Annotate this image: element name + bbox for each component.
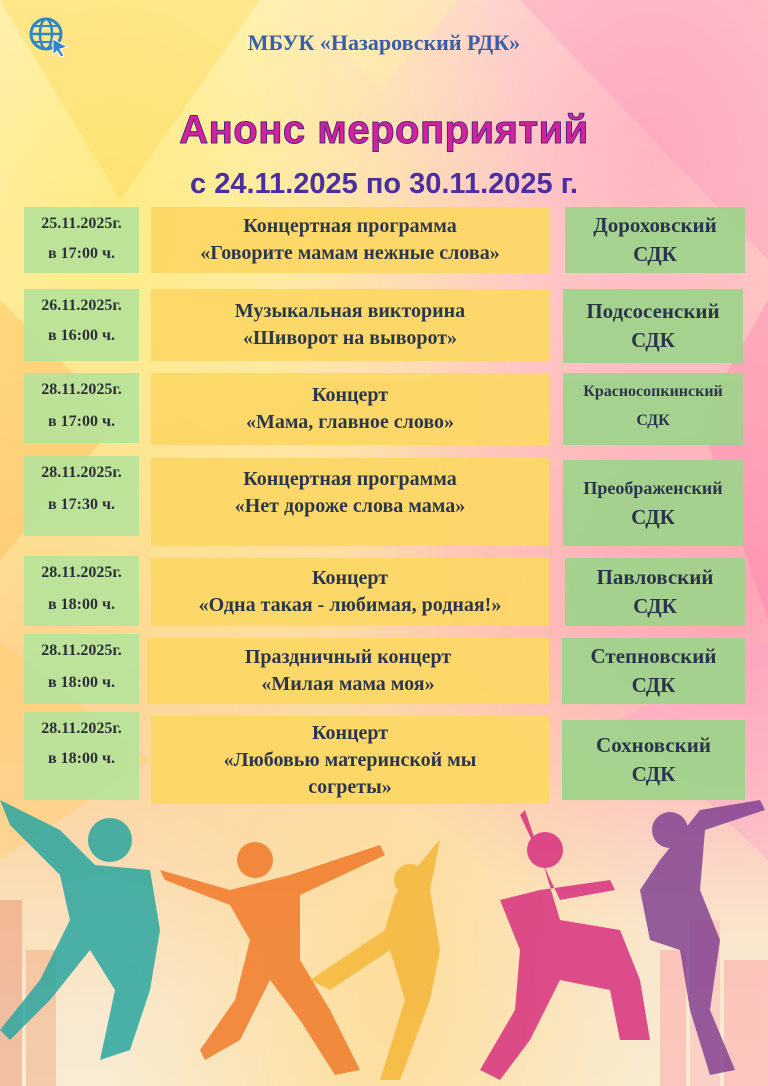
venue-name: Павловский [596, 565, 714, 589]
date-range-subtitle: с 24.11.2025 по 30.11.2025 г. [190, 168, 578, 200]
event-type: Концертная программа [243, 215, 457, 237]
event-date: 28.11.2025г. [41, 464, 122, 481]
event-name: «Говорите мамам нежные слова» [200, 242, 500, 264]
event-date-box [24, 207, 139, 273]
venue-name: Дороховский [593, 213, 717, 237]
venue-name: Сохновский [596, 733, 711, 757]
event-date: 28.11.2025г. [41, 642, 122, 659]
event-date: 28.11.2025г. [41, 720, 122, 737]
event-title-box [151, 207, 549, 273]
venue-name: Красносопкинский [583, 383, 723, 400]
venue-type: СДК [631, 328, 675, 352]
event-date-box [24, 634, 139, 704]
venue-type: СДК [633, 594, 677, 618]
event-type: Праздничный концерт [244, 646, 452, 668]
venue-type: СДК [631, 505, 675, 529]
event-time: в 18:00 ч. [48, 674, 115, 691]
event-venue-box [565, 558, 745, 626]
event-type: Концерт [311, 721, 389, 744]
page-title: Анонс мероприятий [179, 108, 589, 152]
venue-name: Преображенский [583, 478, 723, 498]
event-type: Музыкальная викторина [234, 300, 466, 322]
dancers-illustration [0, 780, 768, 1086]
event-venue-box [563, 289, 743, 363]
event-type: Концертная программа [243, 468, 457, 490]
event-date-box [24, 373, 139, 443]
event-time: в 17:00 ч. [48, 245, 115, 262]
event-title-box [151, 289, 549, 361]
venue-type: СДК [631, 673, 676, 697]
event-venue-box [563, 460, 743, 546]
event-time: в 17:30 ч. [48, 496, 115, 513]
event-date-box [24, 289, 139, 361]
venue-type: СДК [631, 762, 676, 786]
event-date: 26.11.2025г. [41, 297, 122, 314]
event-date-box [24, 556, 139, 626]
event-title-box [147, 638, 549, 704]
event-time: в 17:00 ч. [48, 413, 115, 430]
event-name: «Нет дороже слова мама» [234, 495, 466, 517]
event-type: Концерт [311, 384, 389, 406]
event-type: Концерт [311, 567, 389, 589]
venue-name: Степновский [590, 644, 717, 668]
event-time: в 18:00 ч. [48, 750, 115, 767]
event-date-box [24, 456, 139, 536]
event-time: в 18:00 ч. [48, 596, 115, 613]
event-name: «Шиворот на выворот» [242, 327, 458, 349]
event-date: 25.11.2025г. [41, 215, 122, 232]
event-venue-box [565, 207, 745, 273]
event-date: 28.11.2025г. [41, 564, 122, 581]
venue-name: Подсосенский [586, 299, 720, 323]
venue-type: СДК [633, 242, 677, 266]
event-name: «Одна такая - любимая, родная!» [198, 594, 502, 616]
event-venue-box [562, 638, 745, 704]
event-name-continued: согреты» [308, 775, 392, 798]
venue-type: СДК [636, 412, 670, 429]
event-name: «Любовью материнской мы [223, 748, 477, 771]
event-time: в 16:00 ч. [48, 327, 115, 344]
event-name: «Мама, главное слово» [245, 411, 455, 433]
event-date: 28.11.2025г. [41, 381, 122, 398]
event-title-box [151, 373, 549, 445]
event-venue-box [563, 373, 743, 445]
event-title-box [151, 558, 549, 626]
organization-name: МБУК «Назаровский РДК» [247, 30, 521, 55]
event-name: «Милая мама моя» [261, 673, 435, 695]
event-title-box [151, 458, 549, 546]
